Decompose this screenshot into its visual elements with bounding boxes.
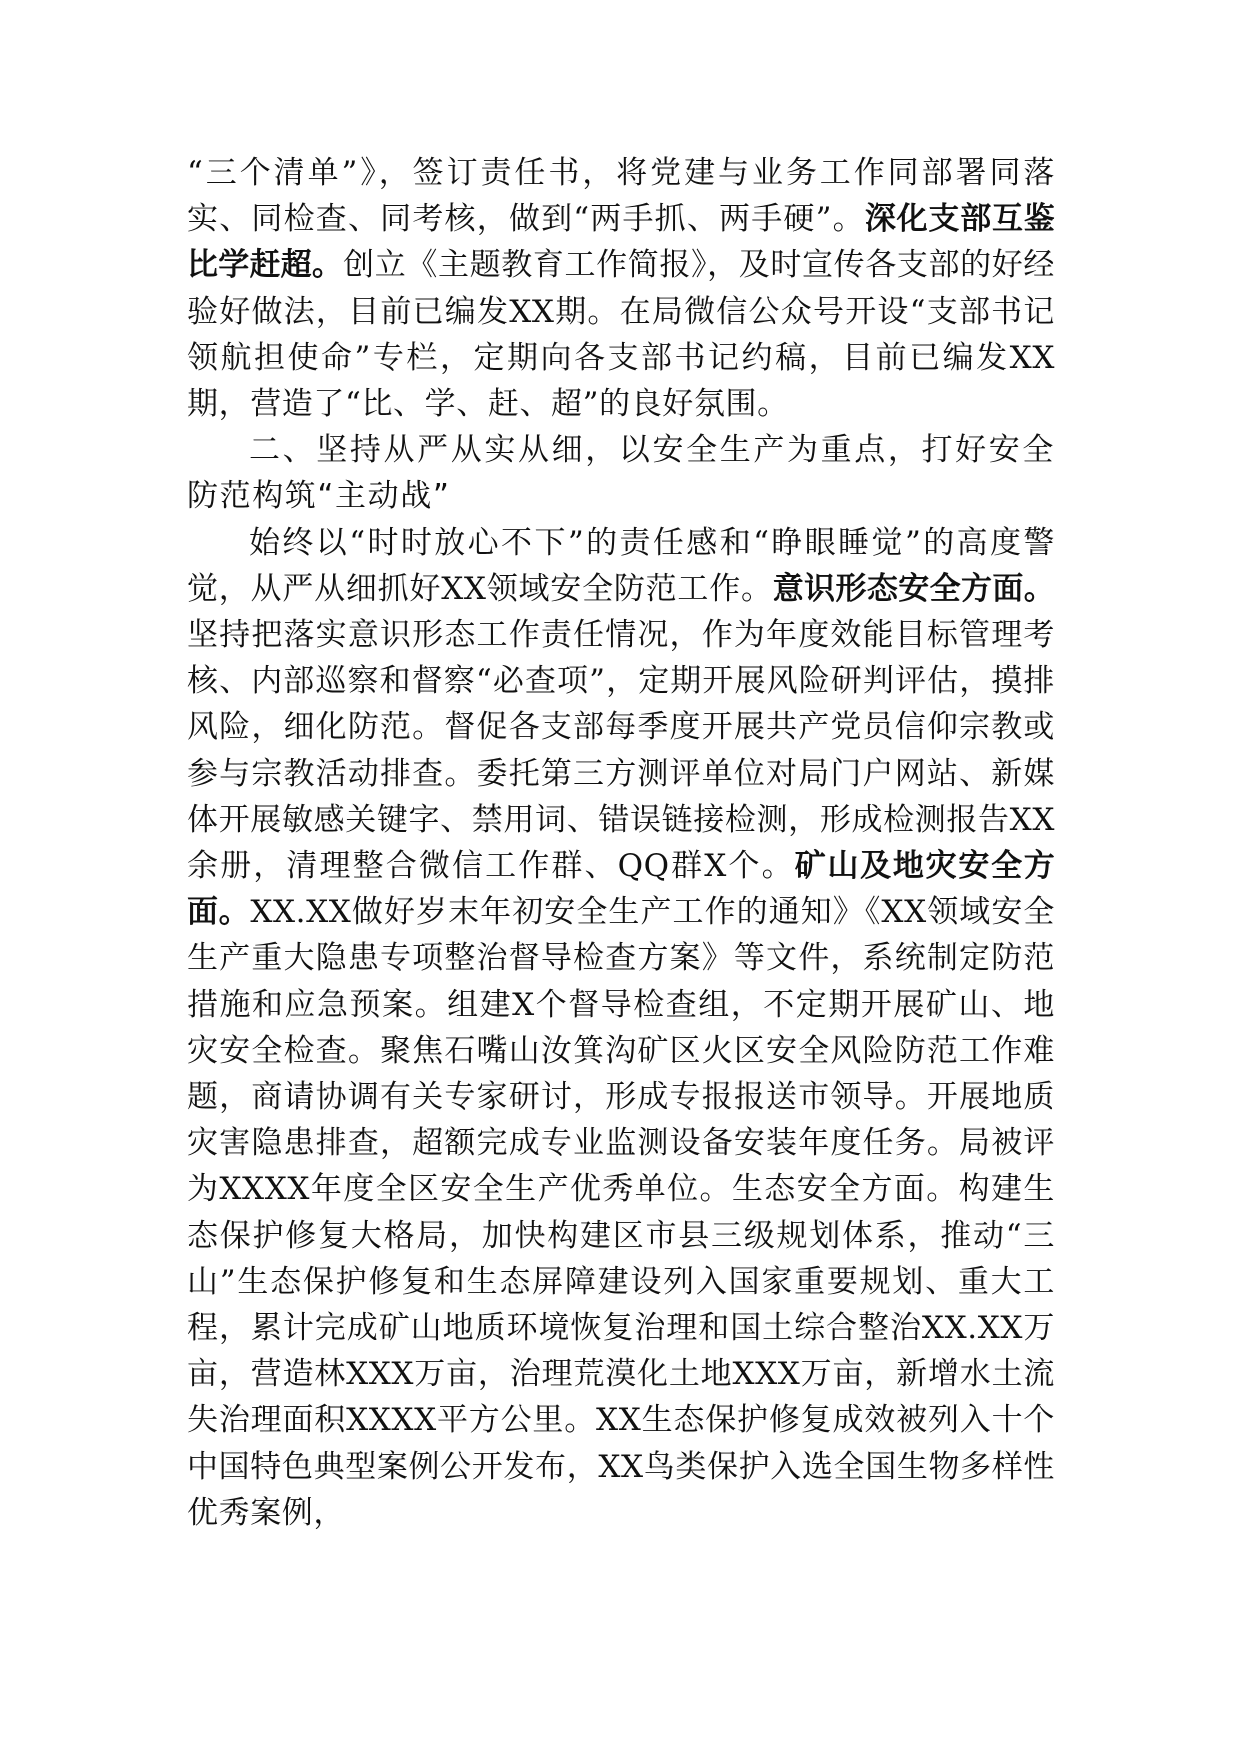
paragraph-text: 创立《主题教育工作简报》，及时宣传各支部的好经验好做法，目前已编发XX期。在局微信公众号开设“支部书记领航担使命”专栏，定期向各支部书记约稿，目前已编发XX期，营造了“比、学、赶、超”的良好氛围。 bbox=[187, 247, 1055, 423]
paragraph-text: 坚持把落实意识形态工作责任情况，作为年度效能目标管理考核、内部巡察和督察“必查项”，定期开展风险研判评估，摸排风险，细化防范。督促各支部每季度开展共产党员信仰宗教或参与宗教活动排查。委托第三方测评单位对局门户网站、新媒体开展敏感关键字、禁用词、错误链接检测，形成检测报告XX余册，清理整合微信工作群、QQ群X个。 bbox=[187, 617, 1055, 885]
paragraph-text: 始终以“时时放心不下”的责任感和“睁眼睡觉”的高度警觉，从严从细抓好XX领域安全防范工作。 bbox=[187, 524, 1055, 607]
section-heading-text: 二、坚持从严从实从细，以安全生产为重点，打好安全防范构筑“主动战” bbox=[187, 432, 1055, 515]
paragraph-safety bbox=[187, 520, 1055, 1536]
document-body bbox=[187, 150, 1055, 1536]
bold-subheading: 矿山及地灾安全方面。 bbox=[187, 848, 1055, 931]
section-heading bbox=[187, 427, 1055, 519]
bold-subheading: 深化支部互鉴比学赶超。 bbox=[187, 201, 1055, 284]
paragraph-party-building bbox=[187, 150, 1055, 427]
paragraph-text: “三个清单”》，签订责任书，将党建与业务工作同部署同落实、同检查、同考核，做到“两手抓、两手硬”。 bbox=[187, 155, 1055, 238]
paragraph-text: XX.XX做好岁末年初安全生产工作的通知》《XX领域安全生产重大隐患专项整治督导检查方案》等文件，系统制定防范措施和应急预案。组建X个督导检查组，不定期开展矿山、地灾安全检查。聚焦石嘴山汝箕沟矿区火区安全风险防范工作难题，商请协调有关专家研讨，形成专报报送市领导。开展地质灾害隐患排查，超额完成专业监测设备安装年度任务。局被评为XXXX年度全区安全生产优秀单位。生态安全方面。构建生态保护修复大格局，加快构建区市县三级规划体系，推动“三山”生态保护修复和生态屏障建设列入国家重要规划、重大工程，累计完成矿山地质环境恢复治理和国土综合整治XX.XX万亩，营造林XXX万亩，治理荒漠化土地XXX万亩，新增水土流失治理面积XXXX平方公里。XX生态保护修复成效被列入十个中国特色典型案例公开发布，XX鸟类保护入选全国生物多样性优秀案例， bbox=[187, 894, 1055, 1531]
bold-subheading: 意识形态安全方面。 bbox=[772, 570, 1055, 607]
